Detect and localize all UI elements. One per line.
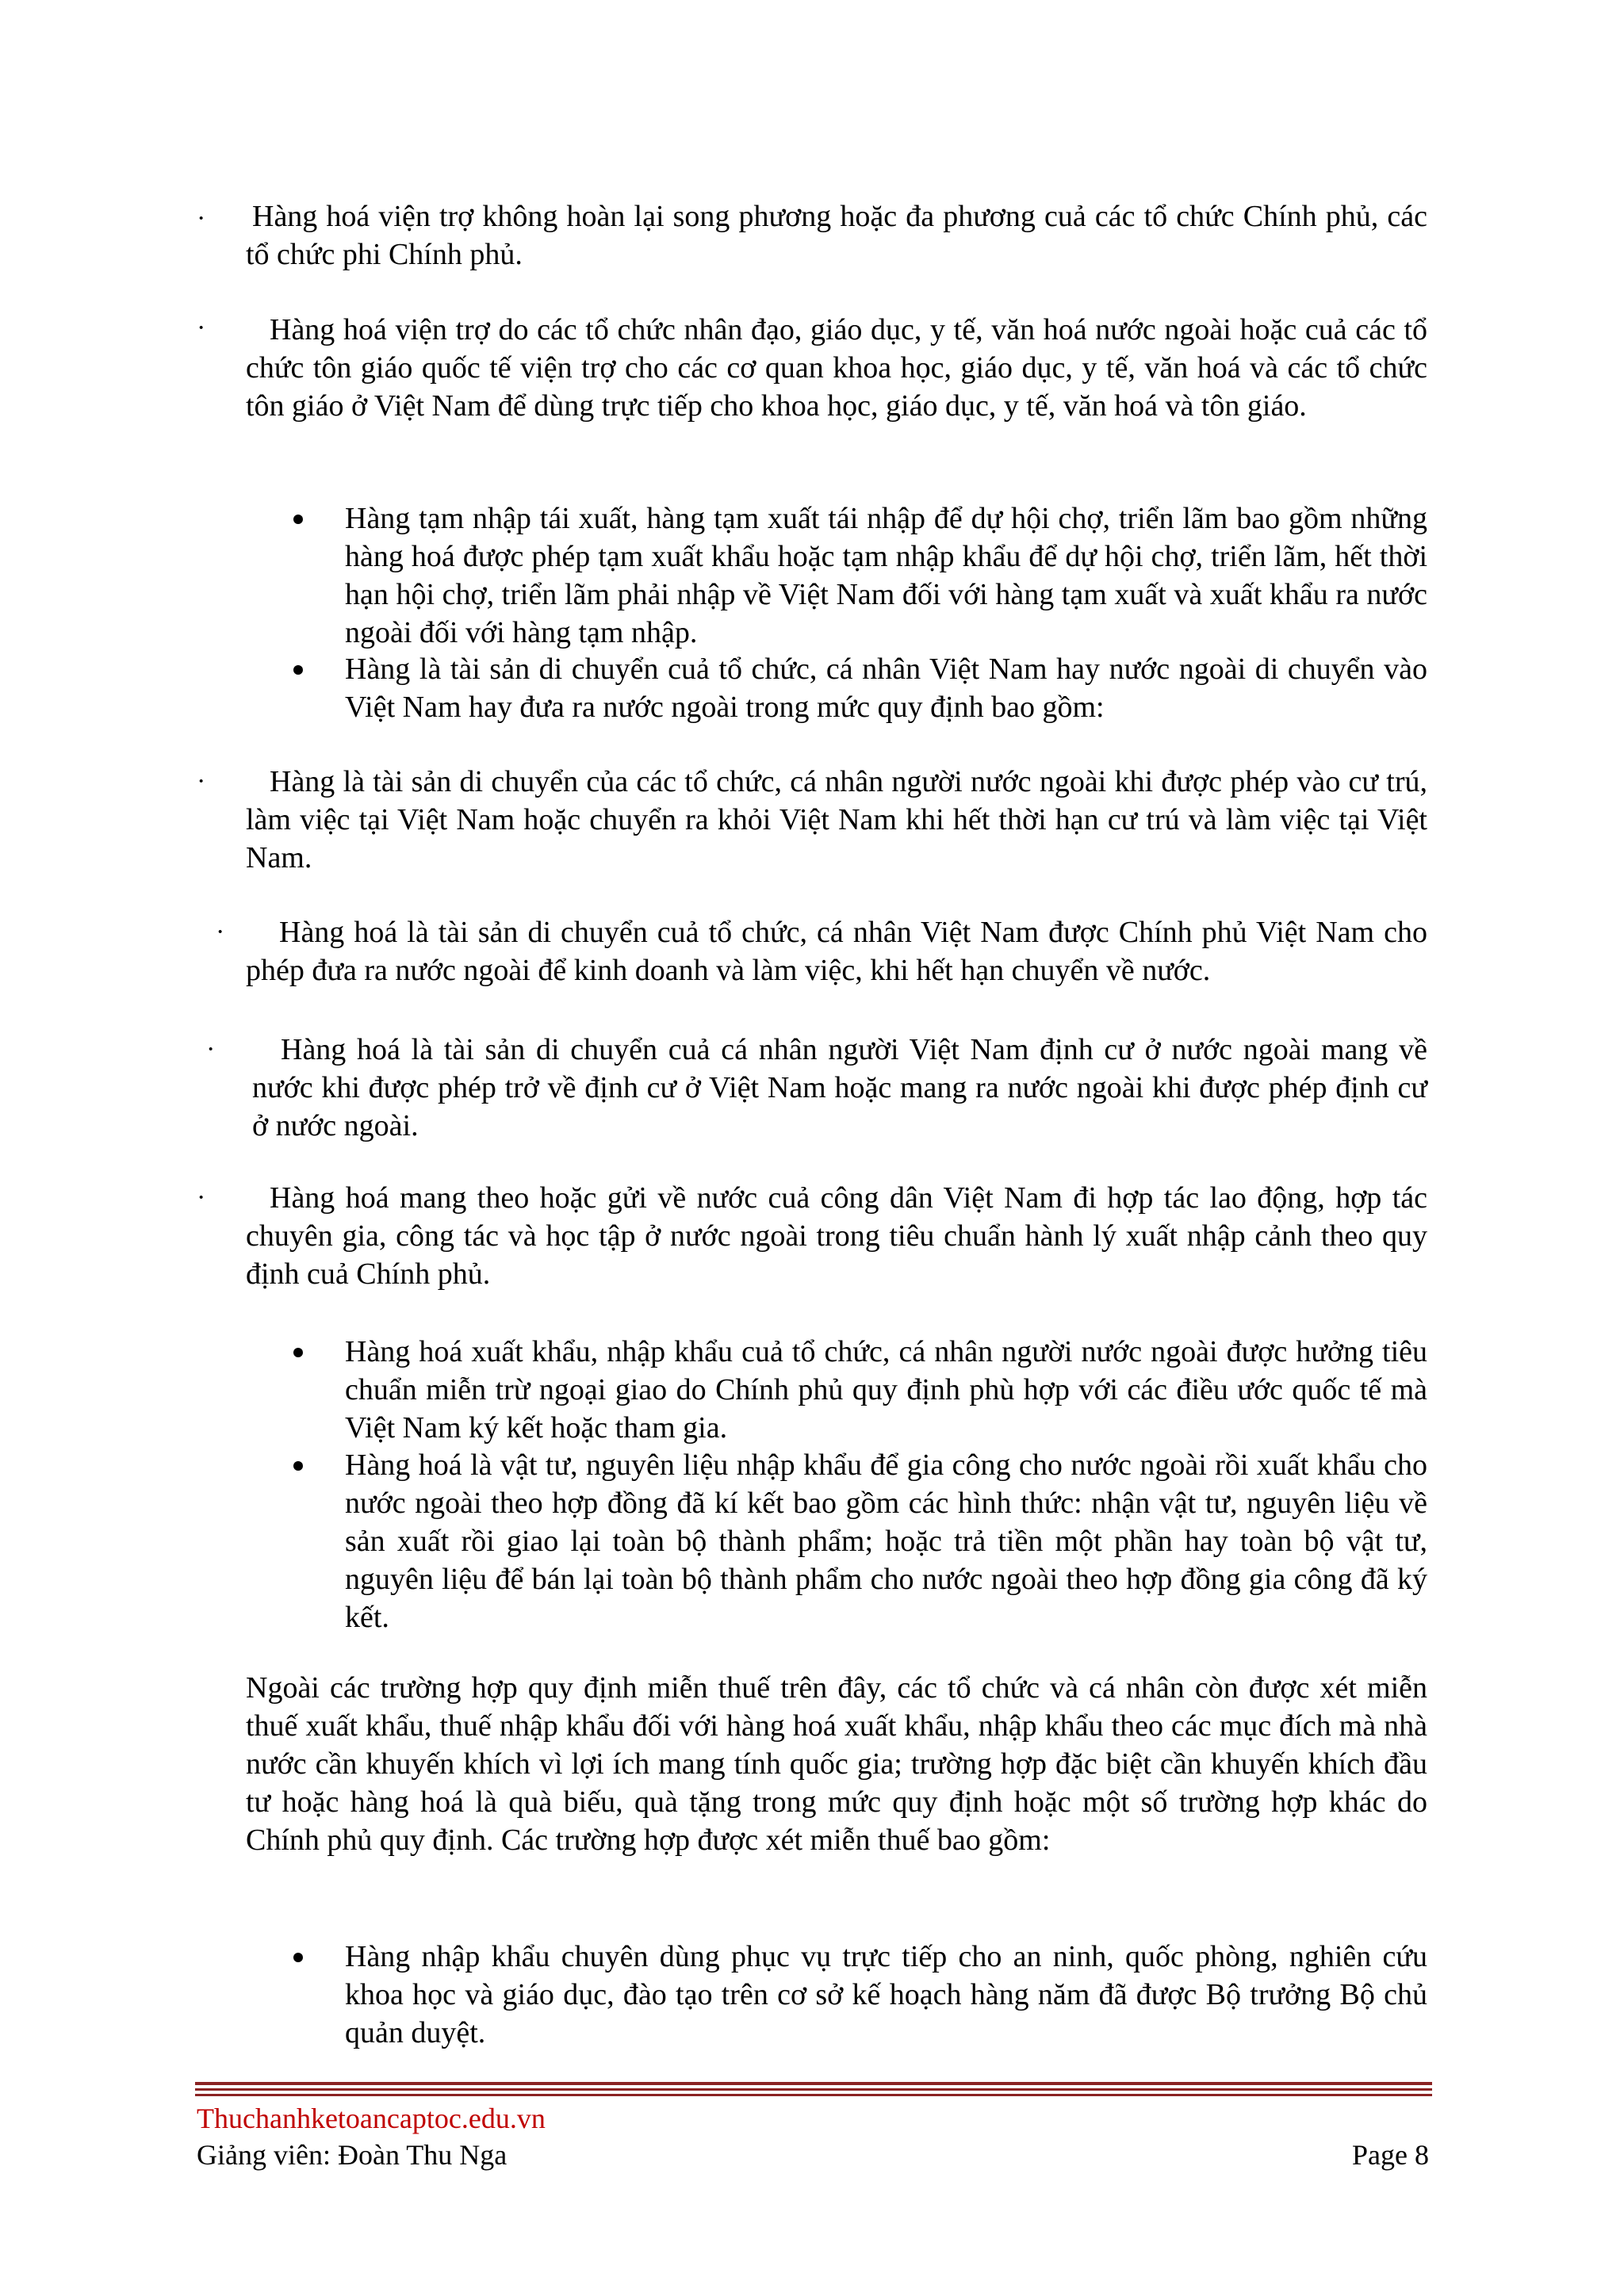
middle-dot-marker: · bbox=[216, 917, 225, 947]
footer-website-link[interactable]: Thuchanhketoancaptoc.edu.vn bbox=[197, 2103, 546, 2134]
paragraph-6 bbox=[246, 1179, 1427, 1293]
bullet-dot bbox=[293, 1461, 303, 1471]
bullet-item-3-text: Hàng hoá xuất khẩu, nhập khẩu cuả tổ chức, cá nhân người nước ngoài được hưởng tiêu chuẩn miễn trừ ngoại giao do Chính phủ quy định phù hợp với các điều ước quốc tế mà Việt Nam ký kết hoặc tham gia. bbox=[345, 1335, 1427, 1445]
footer-rule bbox=[195, 2082, 1432, 2085]
bullet-dot bbox=[293, 1953, 303, 1962]
paragraph-3 bbox=[246, 763, 1427, 877]
paragraph-7 bbox=[246, 1669, 1427, 1859]
middle-dot-marker: · bbox=[197, 1183, 206, 1212]
bullet-dot bbox=[293, 515, 303, 524]
bullet-item-2-text: Hàng là tài sản di chuyển cuả tổ chức, cá nhân Việt Nam hay nước ngoài di chuyển vào Việt Nam hay đưa ra nước ngoài trong mức quy định bao gồm: bbox=[345, 652, 1427, 724]
middle-dot-marker: · bbox=[197, 767, 206, 796]
footer-page-number: Page 8 bbox=[1352, 2139, 1429, 2171]
bullet-item-5 bbox=[345, 1938, 1427, 2052]
middle-dot-marker: · bbox=[197, 313, 206, 342]
bullet-item-4 bbox=[345, 1446, 1427, 1636]
paragraph-7-text: Ngoài các trường hợp quy định miễn thuế trên đây, các tổ chức và cá nhân còn được xét miễn thuế xuất khẩu, thuế nhập khẩu đối với hàng hoá xuất khẩu, nhập khẩu theo các mục đích mà nhà nước cần khuyến khích vì lợi ích mang tính quốc gia; trường hợp đặc biệt cần khuyến khích đầu tư hoặc hàng hoá là quà biếu, quà tặng trong mức quy định hoặc một số trường hợp khác do Chính phủ quy định. Các trường hợp được xét miễn thuế bao gồm: bbox=[246, 1671, 1427, 1857]
bullet-item-4-text: Hàng hoá là vật tư, nguyên liệu nhập khẩu để gia công cho nước ngoài rồi xuất khẩu cho nước ngoài theo hợp đồng đã kí kết bao gồm các hình thức: nhận vật tư, nguyên liệu về sản xuất rồi giao lại toàn bộ thành phẩm; hoặc trả tiền một phần hay toàn bộ vật tư, nguyên liệu để bán lại toàn bộ thành phẩm cho nước ngoài theo hợp đồng gia công đã ký kết. bbox=[345, 1448, 1427, 1634]
paragraph-3-text: Hàng là tài sản di chuyển của các tổ chức, cá nhân người nước ngoài khi được phép vào cư trú, làm việc tại Việt Nam hoặc chuyển ra khỏi Việt Nam khi hết thời hạn cư trú và làm việc tại Việt Nam. bbox=[246, 765, 1427, 874]
paragraph-1 bbox=[246, 197, 1427, 274]
bullet-item-1 bbox=[345, 499, 1427, 652]
bullet-item-3 bbox=[345, 1333, 1427, 1447]
paragraph-1-text: Hàng hoá viện trợ không hoàn lại song phương hoặc đa phương cuả các tổ chức Chính phủ, các tổ chức phi Chính phủ. bbox=[246, 200, 1427, 271]
bullet-item-1-text: Hàng tạm nhập tái xuất, hàng tạm xuất tái nhập để dự hội chợ, triển lãm bao gồm những hàng hoá được phép tạm xuất khẩu hoặc tạm nhập khẩu để dự hội chợ, triển lãm, hết thời hạn hội chợ, triển lãm phải nhập về Việt Nam đối với hàng tạm xuất và xuất khẩu ra nước ngoài đối với hàng tạm nhập. bbox=[345, 502, 1427, 649]
paragraph-2-text: Hàng hoá viện trợ do các tổ chức nhân đạo, giáo dục, y tế, văn hoá nước ngoài hoặc cuả các tổ chức tôn giáo quốc tế viện trợ cho các cơ quan khoa học, giáo dục, y tế, văn hoá và các tổ chức tôn giáo ở Việt Nam để dùng trực tiếp cho khoa học, giáo dục, y tế, văn hoá và tôn giáo. bbox=[246, 313, 1427, 423]
paragraph-5-text: Hàng hoá là tài sản di chuyển cuả cá nhân người Việt Nam định cư ở nước ngoài mang về nước khi được phép trở về định cư ở Việt Nam hoặc mang ra nước ngoài khi được phép định cư ở nước ngoài. bbox=[252, 1033, 1427, 1142]
paragraph-2 bbox=[246, 311, 1427, 425]
bullet-dot bbox=[293, 1348, 303, 1357]
middle-dot-marker: · bbox=[206, 1035, 216, 1064]
paragraph-5 bbox=[252, 1031, 1427, 1145]
middle-dot-marker: · bbox=[197, 204, 206, 233]
bullet-item-5-text: Hàng nhập khẩu chuyên dùng phục vụ trực tiếp cho an ninh, quốc phòng, nghiên cứu khoa học và giáo dục, đào tạo trên cơ sở kế hoạch hàng năm đã được Bộ trưởng Bộ chủ quản duyệt. bbox=[345, 1940, 1427, 2049]
bullet-dot bbox=[293, 665, 303, 675]
paragraph-4-text: Hàng hoá là tài sản di chuyển cuả tổ chức, cá nhân Việt Nam được Chính phủ Việt Nam cho phép đưa ra nước ngoài để kinh doanh và làm việc, khi hết hạn chuyển về nước. bbox=[246, 916, 1427, 987]
footer-rule bbox=[195, 2088, 1432, 2091]
bullet-item-2 bbox=[345, 650, 1427, 726]
footer-rule bbox=[195, 2094, 1432, 2096]
paragraph-4 bbox=[246, 913, 1427, 989]
footer-lecturer: Giảng viên: Đoàn Thu Nga bbox=[197, 2139, 508, 2171]
paragraph-6-text: Hàng hoá mang theo hoặc gửi về nước cuả công dân Việt Nam đi hợp tác lao động, hợp tác chuyên gia, công tác và học tập ở nước ngoài trong tiêu chuẩn hành lý xuất nhập cảnh theo quy định cuả Chính phủ. bbox=[246, 1181, 1427, 1291]
